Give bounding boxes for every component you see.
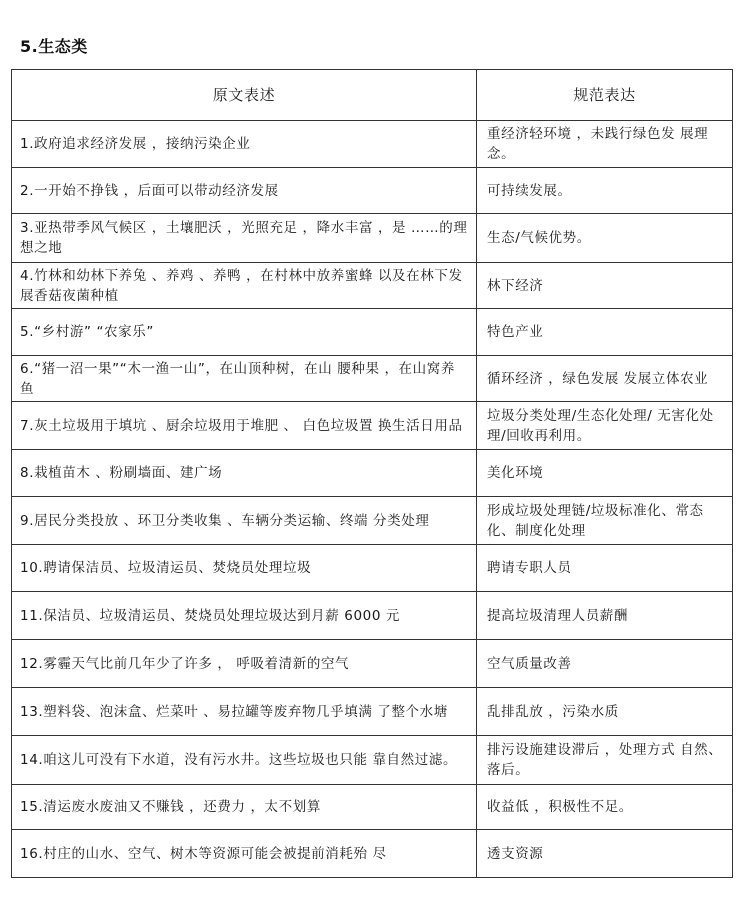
table-row: [12, 356, 733, 402]
table-row: [12, 736, 733, 785]
table-row: [12, 450, 733, 497]
cell-original: 15.清运废水废油又不赚钱 ，还费力 ，太不划算: [12, 785, 477, 830]
cell-original: 3.亚热带季风气候区 ，土壤肥沃 ，光照充足 ，降水丰富 ，是 ……的理想之地: [12, 214, 477, 263]
table-header-row: [12, 70, 733, 121]
header-standard: 规范表达: [477, 70, 733, 121]
cell-standard: 可持续发展。: [477, 168, 733, 214]
cell-standard: 透支资源: [477, 830, 733, 878]
table-row: [12, 497, 733, 545]
table-row: [12, 640, 733, 688]
cell-original: 14.咱这儿可没有下水道，没有污水井。这些垃圾也只能 靠自然过滤。: [12, 736, 477, 785]
cell-original: 5.“乡村游” “农家乐”: [12, 309, 477, 356]
cell-original: 12.雾霾天气比前几年少了许多 ， 呼吸着清新的空气: [12, 640, 477, 688]
table-row: [12, 121, 733, 168]
cell-original: 13.塑料袋、泡沫盒、烂菜叶 、易拉罐等废弃物几乎填满 了整个水塘: [12, 688, 477, 736]
cell-standard: 提高垃圾清理人员薪酬: [477, 592, 733, 640]
cell-standard: 生态/气候优势。: [477, 214, 733, 263]
cell-standard: 特色产业: [477, 309, 733, 356]
cell-standard: 收益低 ，积极性不足。: [477, 785, 733, 830]
cell-original: 7.灰土垃圾用于填坑 、厨余垃圾用于堆肥 、 白色垃圾置 换生活日用品: [12, 402, 477, 450]
table-row: [12, 168, 733, 214]
cell-original: 2.一开始不挣钱 ，后面可以带动经济发展: [12, 168, 477, 214]
cell-original: 8.栽植苗木 、粉刷墙面、建广场: [12, 450, 477, 497]
table-row: [12, 309, 733, 356]
cell-original: 9.居民分类投放 、环卫分类收集 、车辆分类运输、终端 分类处理: [12, 497, 477, 545]
cell-standard: 垃圾分类处理/生态化处理/ 无害化处理/回收再利用。: [477, 402, 733, 450]
cell-standard: 美化环境: [477, 450, 733, 497]
cell-original: 6.“猪一沼一果”“木一渔一山”，在山顶种树，在山 腰种果 ，在山窝养鱼: [12, 356, 477, 402]
cell-standard: 乱排乱放 ，污染水质: [477, 688, 733, 736]
table-row: [12, 263, 733, 309]
table-row: [12, 545, 733, 592]
cell-standard: 聘请专职人员: [477, 545, 733, 592]
table-row: [12, 402, 733, 450]
cell-standard: 排污设施建设滞后 ，处理方式 自然、落后。: [477, 736, 733, 785]
section-title: 5.生态类: [20, 37, 88, 56]
expression-table: [11, 69, 733, 878]
table-row: [12, 688, 733, 736]
cell-standard: 形成垃圾处理链/垃圾标准化、常态化、制度化处理: [477, 497, 733, 545]
cell-original: 16.村庄的山水、空气、树木等资源可能会被提前消耗殆 尽: [12, 830, 477, 878]
table-row: [12, 830, 733, 878]
cell-standard: 林下经济: [477, 263, 733, 309]
cell-standard: 循环经济 ，绿色发展 发展立体农业: [477, 356, 733, 402]
cell-original: 11.保洁员、垃圾清运员、焚烧员处理垃圾达到月薪 6000 元: [12, 592, 477, 640]
table-row: [12, 785, 733, 830]
cell-original: 10.聘请保洁员、垃圾清运员、焚烧员处理垃圾: [12, 545, 477, 592]
table-row: [12, 592, 733, 640]
cell-standard: 空气质量改善: [477, 640, 733, 688]
cell-original: 4.竹林和幼林下养兔 、养鸡 、养鸭 ，在村林中放养蜜蜂 以及在林下发展香菇夜菌种植: [12, 263, 477, 309]
cell-original: 1.政府追求经济发展 ，接纳污染企业: [12, 121, 477, 168]
table-row: [12, 214, 733, 263]
header-original: 原文表述: [12, 70, 477, 121]
cell-standard: 重经济轻环境 ，未践行绿色发 展理念。: [477, 121, 733, 168]
